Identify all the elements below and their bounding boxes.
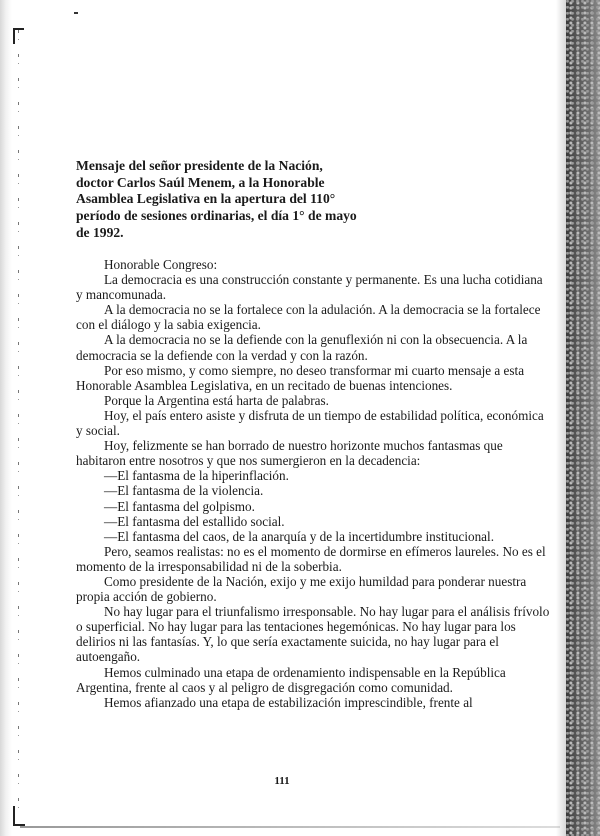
body-paragraph: Pero, seamos realistas: no es el momento de dormirse en efímeros laureles. No es el momento de la irresponsabilidad ni de la soberbia. xyxy=(76,543,546,574)
body-paragraph: Porque la Argentina está harta de palabras. xyxy=(104,392,329,408)
page-bottom-edge xyxy=(20,826,560,828)
list-item: —El fantasma de la hiperinflación. xyxy=(104,468,289,484)
body-paragraph: Hemos afianzado una etapa de estabilización imprescindible, frente al xyxy=(104,694,473,710)
heading-line: de 1992. xyxy=(76,224,124,240)
list-item: —El fantasma del caos, de la anarquía y de la incertidumbre institucional. xyxy=(104,528,494,544)
body-paragraph: A la democracia no se la defiende con la genuflexión ni con la obsecuencia. A la democracia se la defiende con la verdad y con la razón. xyxy=(76,332,528,363)
list-item: —El fantasma del estallido social. xyxy=(104,513,285,529)
scan-speck xyxy=(74,12,78,14)
salutation: Honorable Congreso: xyxy=(104,257,218,272)
message-heading xyxy=(76,158,506,242)
body-paragraph: Hemos culminado una etapa de ordenamiento indispensable en la República Argentina, frente al caos y al peligro de disgregación como comunidad. xyxy=(76,664,506,695)
body-paragraph: A la democracia no se la fortalece con la adulación. A la democracia se la fortalece con el diálogo y la sabia exigencia. xyxy=(76,302,541,333)
scanner-background-edge xyxy=(566,0,600,836)
list-item: —El fantasma de la violencia. xyxy=(104,483,264,499)
heading-line: Asamblea Legislativa en la apertura del 110° xyxy=(76,191,336,207)
body-paragraph: No hay lugar para el triunfalismo irresponsable. No hay lugar para el análisis frívolo o superficial. No hay lugar para las tentaciones hegemónicas. No hay lugar para los delirios ni las fantasías. Y, lo que sería exactamente suicida, no hay lugar para el autoengaño. xyxy=(76,604,550,665)
heading-line: período de sesiones ordinarias, el día 1° de mayo xyxy=(76,208,357,224)
heading-line: doctor Carlos Saúl Menem, a la Honorable xyxy=(76,174,325,190)
list-item: —El fantasma del golpismo. xyxy=(104,498,255,514)
body-paragraph: Hoy, el país entero asiste y disfruta de un tiempo de estabilidad política, económica y social. xyxy=(76,407,544,439)
binding-edge xyxy=(0,0,12,836)
heading-line: Mensaje del señor presidente de la Nación, xyxy=(76,158,323,173)
binding-mark-bottom xyxy=(13,806,25,826)
body-paragraph: Por eso mismo, y como siempre, no deseo transformar mi cuarto mensaje a esta Honorable Asamblea Legislativa, en un recitado de buenas intenciones. xyxy=(76,362,525,393)
binding-rule xyxy=(18,30,19,820)
page-number: 111 xyxy=(274,775,290,787)
body-paragraph: La democracia es una construcción constante y permanente. Es una lucha cotidiana y mancomunada. xyxy=(76,272,543,303)
message-body xyxy=(76,257,552,710)
body-paragraph: Como presidente de la Nación, exijo y me exijo humildad para ponderar nuestra propia acción de gobierno. xyxy=(76,573,527,605)
body-paragraph: Hoy, felizmente se han borrado de nuestro horizonte muchos fantasmas que habitaron entre nosotros y que nos sumergieron en la decadencia: xyxy=(76,438,503,469)
